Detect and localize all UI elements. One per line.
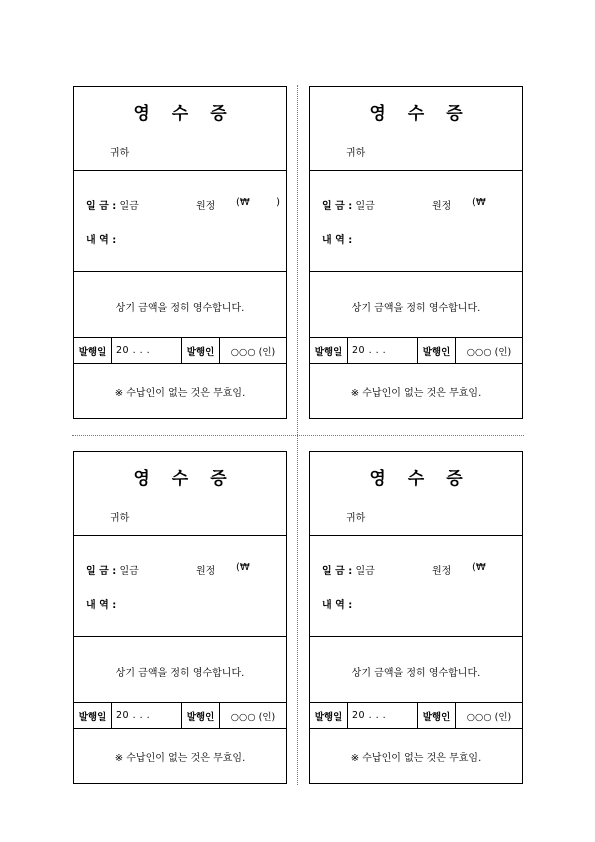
- amount-prefix: 일금: [355, 566, 375, 577]
- confirmation-text: 상기 금액을 정히 영수합니다.: [115, 668, 245, 679]
- issuer-seal: ○○○ (인): [466, 346, 512, 358]
- receipt-title: [310, 464, 522, 489]
- title-char: 영: [369, 104, 386, 124]
- issue-row: [310, 337, 522, 364]
- title-char: 증: [210, 104, 227, 124]
- issuer-seal: ○○○ (인): [230, 346, 276, 358]
- receipt-header: [310, 87, 522, 170]
- issue-date-label: 발행일: [310, 703, 348, 728]
- issuer-label: 발행인: [182, 338, 220, 363]
- issue-date-label: 발행일: [310, 338, 348, 363]
- honorific: 귀하: [346, 513, 366, 524]
- title-char: 증: [446, 469, 463, 489]
- receipt-4: [309, 451, 523, 784]
- title-char: 수: [171, 469, 189, 489]
- honorific: 귀하: [110, 148, 130, 159]
- issue-row: [310, 702, 522, 729]
- amount-section: [310, 535, 522, 637]
- title-char: 영: [133, 104, 150, 124]
- issuer-label: 발행인: [418, 703, 456, 728]
- currency-open: (₩: [236, 562, 250, 573]
- confirmation-text: 상기 금액을 정히 영수합니다.: [115, 303, 245, 314]
- notice-text: ※ 수납인이 없는 것은 무효임.: [114, 753, 246, 764]
- issuer-seal: ○○○ (인): [466, 711, 512, 723]
- title-char: 영: [133, 469, 150, 489]
- title-char: 영: [369, 469, 386, 489]
- issue-row: [74, 702, 286, 729]
- confirmation-text: 상기 금액을 정히 영수합니다.: [351, 303, 481, 314]
- amount-suffix: 원정: [432, 566, 452, 577]
- currency-open: (₩: [472, 562, 486, 573]
- receipt-title: [310, 99, 522, 124]
- issue-date-value: 20 . . .: [348, 338, 418, 363]
- amount-label: 일 금 :: [86, 566, 117, 577]
- title-char: 수: [407, 469, 425, 489]
- amount-row: [322, 197, 516, 211]
- receipt-3: [73, 451, 287, 784]
- issue-date-value: 20 . . .: [112, 338, 182, 363]
- issue-date-label: 발행일: [74, 338, 112, 363]
- notice-text: ※ 수납인이 없는 것은 무효임.: [114, 388, 246, 399]
- description-label: 내 역 :: [322, 600, 353, 611]
- amount-section: [310, 170, 522, 272]
- issue-row: [74, 337, 286, 364]
- currency-open: (₩: [472, 197, 486, 208]
- amount-prefix: 일금: [355, 201, 375, 212]
- notice-section: [310, 728, 522, 783]
- title-char: 증: [210, 469, 227, 489]
- confirmation-section: [310, 271, 522, 338]
- receipt-header: [74, 87, 286, 170]
- issue-date-label: 발행일: [74, 703, 112, 728]
- receipt-2: [309, 86, 523, 419]
- amount-section: [74, 170, 286, 272]
- receipt-title: [74, 99, 286, 124]
- receipt-title: [74, 464, 286, 489]
- currency-close: ): [276, 197, 280, 208]
- notice-text: ※ 수납인이 없는 것은 무효임.: [350, 388, 482, 399]
- amount-suffix: 원정: [196, 566, 216, 577]
- title-char: 증: [446, 104, 463, 124]
- currency-open: (₩: [236, 197, 250, 208]
- description-label: 내 역 :: [322, 235, 353, 246]
- confirmation-text: 상기 금액을 정히 영수합니다.: [351, 668, 481, 679]
- notice-section: [74, 363, 286, 418]
- receipt-1: [73, 86, 287, 419]
- issue-date-value: 20 . . .: [348, 703, 418, 728]
- description-label: 내 역 :: [86, 600, 117, 611]
- notice-section: [74, 728, 286, 783]
- honorific: 귀하: [110, 513, 130, 524]
- honorific: 귀하: [346, 148, 366, 159]
- amount-prefix: 일금: [119, 566, 139, 577]
- amount-suffix: 원정: [432, 201, 452, 212]
- description-label: 내 역 :: [86, 235, 117, 246]
- confirmation-section: [310, 636, 522, 703]
- issuer-label: 발행인: [182, 703, 220, 728]
- issue-date-value: 20 . . .: [112, 703, 182, 728]
- amount-section: [74, 535, 286, 637]
- amount-row: [322, 562, 516, 576]
- confirmation-section: [74, 271, 286, 338]
- amount-row: [86, 562, 280, 576]
- issuer-seal: ○○○ (인): [230, 711, 276, 723]
- title-char: 수: [171, 104, 189, 124]
- horizontal-cut-line: [72, 435, 524, 436]
- title-char: 수: [407, 104, 425, 124]
- confirmation-section: [74, 636, 286, 703]
- notice-section: [310, 363, 522, 418]
- amount-row: [86, 197, 280, 211]
- receipt-header: [74, 452, 286, 535]
- issuer-label: 발행인: [418, 338, 456, 363]
- amount-label: 일 금 :: [86, 201, 117, 212]
- amount-suffix: 원정: [196, 201, 216, 212]
- notice-text: ※ 수납인이 없는 것은 무효임.: [350, 753, 482, 764]
- amount-prefix: 일금: [119, 201, 139, 212]
- receipt-header: [310, 452, 522, 535]
- amount-label: 일 금 :: [322, 566, 353, 577]
- amount-label: 일 금 :: [322, 201, 353, 212]
